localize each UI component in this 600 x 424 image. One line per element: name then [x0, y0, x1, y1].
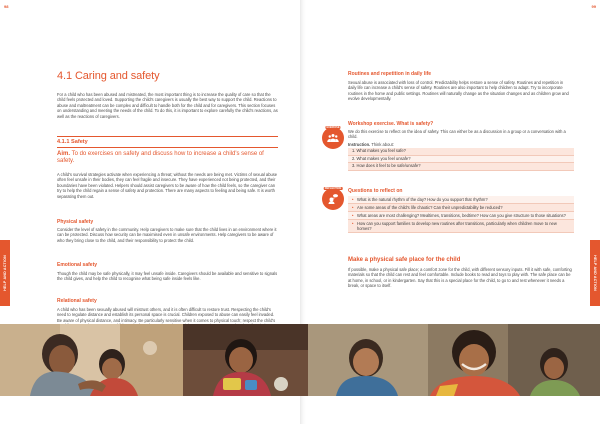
divider [57, 136, 278, 137]
aim-statement [57, 151, 278, 166]
exercise-badge [322, 127, 344, 149]
list-item: • What is the natural rhythm of the day? How do you support that rhythm? [348, 196, 574, 204]
list-item: • Are some areas of the child's life chaotic? Can their unpredictability be reduced? [348, 204, 574, 212]
questions-box [322, 188, 574, 246]
badge-label: EXERCISE [326, 126, 340, 129]
side-tab-label: HELP AND ACTION [593, 255, 597, 291]
intro-paragraph: For a child who has been abused and mistreated, the most important thing is to increase the quality of care so that the child feels protected and loved. Supporting the child's caregivers is usually the best way to support the child. Reactions to abuse and maltreatment can be complex and difficult to handle both for the child and for caregivers. This section focuses on understanding and meeting the needs of the child. To do this, it is important to explore carefully the child's reactions, as well as the reactions of caregivers. [57, 92, 278, 119]
relational-safety-text: A child who has been sexually abused will mistrust others, and it is often difficult to restore trust. Respecting the child's need to regulate distance and establish its personal space is crucial. Children exposed to abuse can easily feel invaded. Be aware of physical distance, and intimacy. Be particularly sensitive when it comes to physical touch; respect the child's [57, 307, 276, 323]
emotional-safety-heading: Emotional safety [57, 262, 98, 268]
workshop-question-list [348, 148, 574, 171]
list-item: • What areas are most challenging? Mealtimes, transitions, bedtime? How can you give structure to those situations? [348, 212, 574, 220]
workshop-intro: We do this exercise to reflect on the idea of safety. This can either be as a discussion in a group or a conversation with a child. [348, 129, 566, 140]
reflection-badge [322, 188, 344, 210]
physical-safety-heading: Physical safety [57, 219, 94, 225]
side-tab [0, 240, 10, 306]
instruction-label: Instruction. [348, 141, 371, 147]
section-heading: 4.1.1 Safety [57, 139, 88, 145]
photo-child-with-toy [183, 324, 308, 396]
people-group-icon [327, 132, 339, 144]
questions-body [348, 188, 574, 233]
emotional-safety-text: Though the child may be safe physically, it may feel unsafe inside. Caregivers should be available and sensitive to signals the child gives, and help the child to recognise what being safe inside feels like. [57, 271, 278, 282]
page-number: 99 [591, 4, 596, 9]
aim-text: To do exercises on safety and discuss how to increase a child's sense of safety. [57, 151, 264, 165]
safe-place-heading: Make a physical safe place for the child [348, 257, 461, 263]
list-item: 3. How does it feel to be safe/unsafe? [348, 163, 574, 171]
workshop-heading: Workshop exercise. What is safety? [348, 121, 434, 127]
divider [57, 147, 278, 148]
workshop-instruction [348, 142, 574, 147]
workshop-box [322, 121, 574, 181]
questions-list [348, 196, 574, 233]
relational-safety-heading: Relational safety [57, 298, 97, 304]
photo-adult-and-child [0, 324, 183, 396]
list-item: • How can you support families to develop new routines after transitions, particularly when children move to new homes? [348, 220, 574, 233]
photo-smiling-children [308, 324, 600, 396]
aim-label: Aim. [57, 151, 71, 157]
routines-text: Sexual abuse is associated with loss of control. Predictability helps restore a sense of safety. Routines and repetition in daily life can increase a child's sense of safety. Routines are also important to help children to adapt. Try to incorporate routines in the home and public settings. Routines will naturally change as the situation changes and as children grow and evolve developmentally. [348, 80, 569, 102]
safe-place-text: If possible, make a physical safe place; a comfort zone for the child, with different sensory inputs. Fill it with safe, comforting materials so that the child can rest and feel comfortable. Include books to read and toys to play with. The safe place can be at home, in school, or in kindergarten. Say that this is a special place for the child, to go to and rest whenever it needs a break, or space to itself. [348, 267, 572, 289]
list-item: 2. What makes you feel unsafe? [348, 156, 574, 164]
side-tab-label: HELP AND ACTION [3, 255, 7, 291]
safety-paragraph: A child's survival strategies activate when experiencing a threat; without the needs are being met. Victims of sexual abuse often feel unsafe in their bodies, they can feel fragile and insecure. They have experienced not being protected, and their boundaries have been violated. Helpers should assist caregivers to be aware of how the child feels, so the caregiver can try to help the child regain a sense of safety and protection. There are many aspects to feeling and being safe. It is worth separating them out. [57, 172, 278, 199]
physical-safety-text: Consider the level of safety in the community. Help caregivers to make sure that the child lives in an environment where it can be protected. Discuss how security can be maximised even in unsafe environments. Help caregivers to be aware of who they bring close to the child, and their responsibility to protect the child. [57, 227, 277, 243]
page-title: 4.1 Caring and safety [57, 70, 160, 82]
routines-heading: Routines and repetition in daily life [348, 71, 432, 77]
thought-bubble-icon [327, 193, 339, 205]
badge-label: REFLECTION [324, 187, 342, 190]
list-item: 1. What makes you feel safe? [348, 148, 574, 156]
side-tab [590, 240, 600, 306]
page-number: 98 [4, 4, 9, 9]
workshop-body [348, 121, 574, 171]
questions-heading: Questions to reflect on [348, 188, 403, 194]
instruction-text: Think about: [371, 141, 394, 147]
